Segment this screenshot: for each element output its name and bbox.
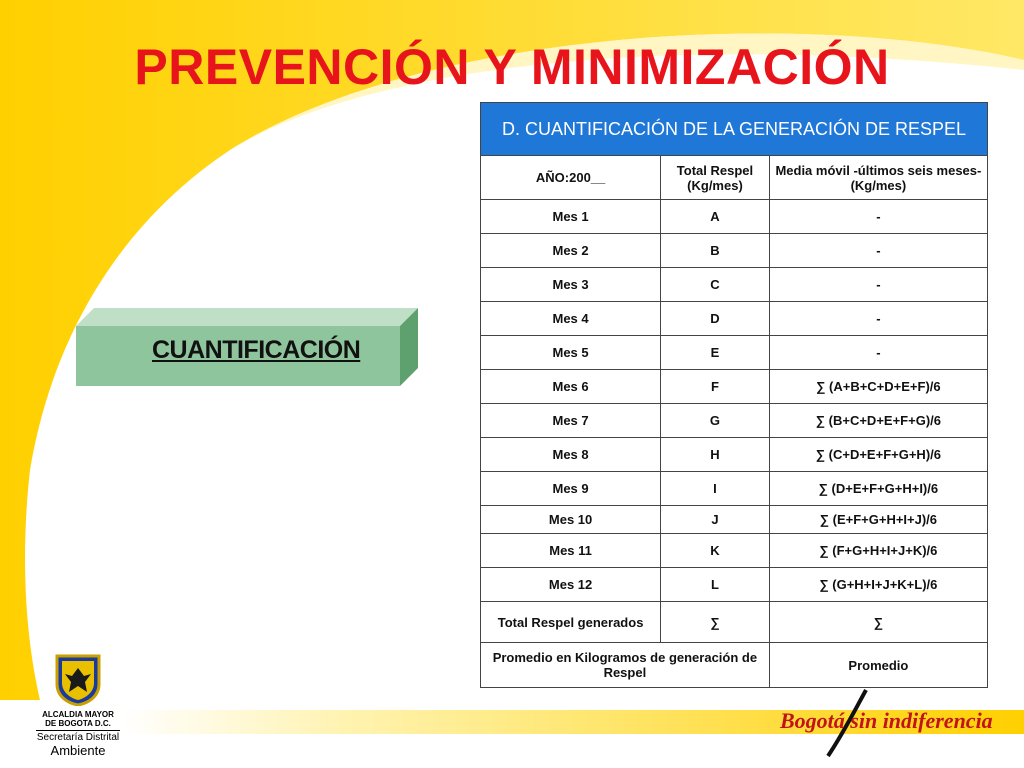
logo-line4: Ambiente (50, 743, 106, 758)
table-row (481, 568, 988, 602)
table-cell: C (661, 268, 770, 302)
table-row (481, 336, 988, 370)
table-cell: J (661, 506, 770, 534)
table-cell: ∑ (769, 602, 987, 643)
respel-table (480, 102, 988, 688)
table-cell: F (661, 370, 770, 404)
table-row (481, 472, 988, 506)
table-cell: Total Respel (Kg/mes) (661, 156, 770, 200)
table-cell: AÑO:200__ (481, 156, 661, 200)
table-row (481, 506, 988, 534)
table-cell: K (661, 534, 770, 568)
table-row (481, 370, 988, 404)
table-cell: Mes 8 (481, 438, 661, 472)
table-cell: - (769, 234, 987, 268)
table-cell: ∑ (661, 602, 770, 643)
table-cell: ∑ (G+H+I+J+K+L)/6 (769, 568, 987, 602)
table-cell: Media móvil -últimos seis meses- (Kg/mes) (769, 156, 987, 200)
slogan: Bogotá sin indiferencia (780, 708, 993, 733)
table-cell: Mes 4 (481, 302, 661, 336)
table-cell: Mes 1 (481, 200, 661, 234)
table-cell: Mes 3 (481, 268, 661, 302)
logo-line1: ALCALDIA MAYOR (42, 710, 114, 719)
table-cell: ∑ (C+D+E+F+G+H)/6 (769, 438, 987, 472)
slide-title: PREVENCIÓN Y MINIMIZACIÓN (134, 39, 890, 95)
table-cell: Mes 6 (481, 370, 661, 404)
table-row (481, 268, 988, 302)
table-cell: G (661, 404, 770, 438)
table-cell: - (769, 336, 987, 370)
table-cell: Mes 2 (481, 234, 661, 268)
table-cell: ∑ (E+F+G+H+I+J)/6 (769, 506, 987, 534)
table-heading: D. CUANTIFICACIÓN DE LA GENERACIÓN DE RESPEL (481, 103, 988, 156)
table-cell: I (661, 472, 770, 506)
table-cell: D (661, 302, 770, 336)
table-row (481, 404, 988, 438)
table-cell: Mes 7 (481, 404, 661, 438)
table-row (481, 234, 988, 268)
table-row (481, 302, 988, 336)
table-cell: B (661, 234, 770, 268)
logo-divider (36, 730, 120, 731)
table-cell: Mes 11 (481, 534, 661, 568)
table-cell: Promedio (769, 643, 987, 688)
table-column-headers (481, 156, 988, 200)
table-cell: H (661, 438, 770, 472)
table-row (481, 200, 988, 234)
table-cell: - (769, 302, 987, 336)
table-cell: Mes 9 (481, 472, 661, 506)
coat-of-arms-icon (53, 654, 103, 706)
logo-line2: DE BOGOTA D.C. (45, 719, 111, 728)
table-cell: ∑ (A+B+C+D+E+F)/6 (769, 370, 987, 404)
table-cell: - (769, 268, 987, 302)
table-total-row (481, 602, 988, 643)
table-cell: ∑ (D+E+F+G+H+I)/6 (769, 472, 987, 506)
table-cell: L (661, 568, 770, 602)
table-row (481, 534, 988, 568)
table-cell: Mes 10 (481, 506, 661, 534)
logo-line3: Secretaría Distrital (36, 732, 120, 743)
table-cell: ∑ (F+G+H+I+J+K)/6 (769, 534, 987, 568)
table-cell: E (661, 336, 770, 370)
table-cell: - (769, 200, 987, 234)
table-cell: Mes 5 (481, 336, 661, 370)
quantification-label: CUANTIFICACIÓN (152, 336, 361, 364)
table-cell: Mes 12 (481, 568, 661, 602)
table-cell: ∑ (B+C+D+E+F+G)/6 (769, 404, 987, 438)
table-row (481, 438, 988, 472)
table-average-row (481, 643, 988, 688)
table-cell: A (661, 200, 770, 234)
table-cell: Promedio en Kilogramos de generación de Respel (481, 643, 770, 688)
table-cell: Total Respel generados (481, 602, 661, 643)
